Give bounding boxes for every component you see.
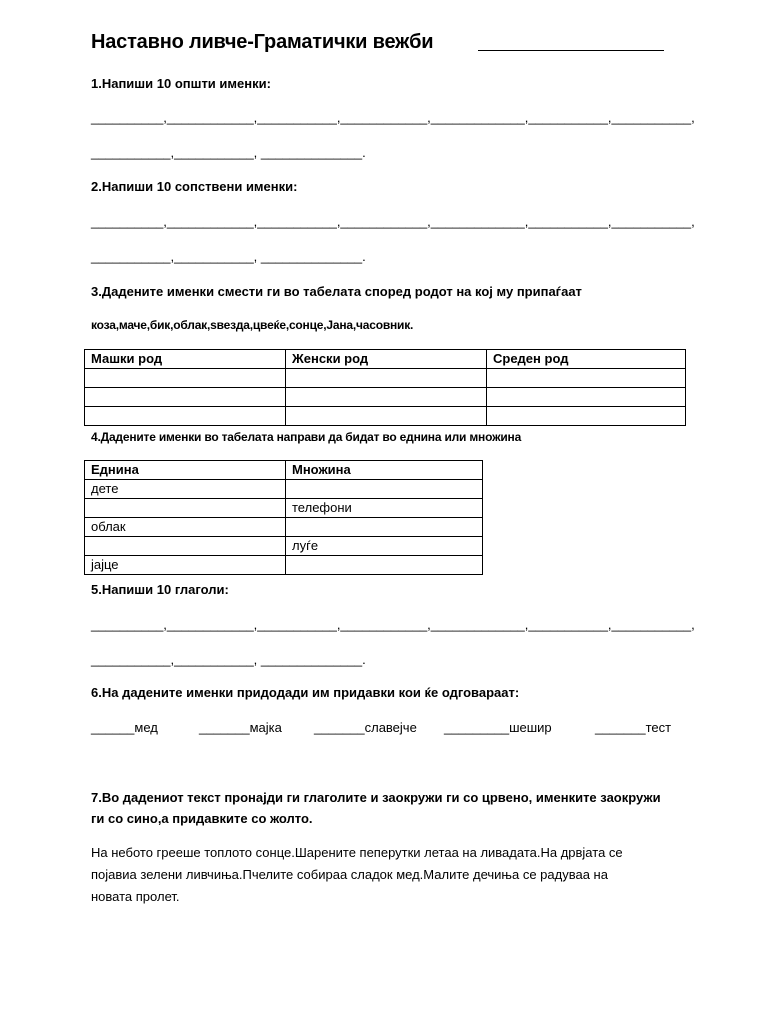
table-row	[85, 518, 483, 537]
answer-cell[interactable]	[286, 388, 487, 407]
answer-cell[interactable]	[85, 407, 286, 426]
q7-label-line2: ги со сино,а придавките со жолто.	[91, 811, 313, 826]
q5-blanks-row1[interactable]: __________,____________,___________,____________,_____________,___________,___________,	[91, 617, 695, 632]
table-row	[85, 556, 483, 575]
number-table	[84, 460, 483, 575]
q7-text-line1: На небото грееше топлото сонце.Шарените пеперутки летаа на ливадата.На дрвјата се	[91, 845, 623, 860]
adjective-blank[interactable]: ______мед	[91, 720, 158, 735]
table-row	[85, 350, 686, 369]
answer-cell[interactable]	[85, 369, 286, 388]
singular-cell: облак	[85, 518, 286, 537]
plural-cell: телефони	[286, 499, 483, 518]
table-row	[85, 499, 483, 518]
answer-cell[interactable]	[487, 388, 686, 407]
table-row	[85, 388, 686, 407]
plural-cell: луѓе	[286, 537, 483, 556]
answer-cell[interactable]	[487, 369, 686, 388]
q2-label: 2.Напиши 10 сопствени именки:	[91, 179, 298, 194]
table-row	[85, 369, 686, 388]
table-row	[85, 537, 483, 556]
q7-text-line3: новата пролет.	[91, 889, 180, 904]
q7-text-line2: појавиа зелени ливчиња.Пчелите собираа сладок мед.Малите дечиња се радуваа на	[91, 867, 608, 882]
adjective-blank[interactable]: _________шешир	[444, 720, 552, 735]
answer-cell[interactable]	[85, 388, 286, 407]
q5-label: 5.Напиши 10 глаголи:	[91, 582, 229, 597]
name-line[interactable]	[478, 50, 664, 51]
adjective-blank[interactable]: _______славејче	[314, 720, 417, 735]
q1-label: 1.Напиши 10 општи именки:	[91, 76, 271, 91]
gender-table	[84, 349, 686, 426]
header-singular: Еднина	[85, 461, 286, 480]
q4-label: 4.Дадените именки во табелата направи да бидат во еднина или множина	[91, 430, 522, 444]
header-masculine: Машки род	[85, 350, 286, 369]
singular-cell[interactable]	[85, 537, 286, 556]
answer-cell[interactable]	[286, 407, 487, 426]
header-feminine: Женски род	[286, 350, 487, 369]
page-title: Наставно ливче-Граматички вежби	[91, 31, 434, 53]
plural-cell[interactable]	[286, 480, 483, 499]
q7-label-line1: 7.Во дадениот текст пронајди ги глаголите и заокружи ги со црвено, именките заокружи	[91, 790, 661, 805]
plural-cell[interactable]	[286, 518, 483, 537]
answer-cell[interactable]	[286, 369, 487, 388]
q3-word-list: коза,маче,бик,облак,ѕвезда,цвеќе,сонце,Јана,часовник.	[91, 318, 414, 332]
q5-blanks-row2[interactable]: ___________,___________, ______________.	[91, 652, 366, 667]
q2-blanks-row1[interactable]: __________,____________,___________,____________,_____________,___________,___________,	[91, 214, 695, 229]
plural-cell[interactable]	[286, 556, 483, 575]
header-plural: Множина	[286, 461, 483, 480]
singular-cell[interactable]	[85, 499, 286, 518]
q6-label: 6.На дадените именки придодади им придавки кои ќе одговараат:	[91, 685, 520, 700]
singular-cell: јајце	[85, 556, 286, 575]
table-row	[85, 461, 483, 480]
answer-cell[interactable]	[487, 407, 686, 426]
adjective-blank[interactable]: _______мајка	[199, 720, 282, 735]
header-neuter: Среден род	[487, 350, 686, 369]
q3-label: 3.Дадените именки смести ги во табелата според родот на кој му припаѓаат	[91, 284, 582, 299]
q1-blanks-row2[interactable]: ___________,___________, ______________.	[91, 145, 366, 160]
adjective-blank[interactable]: _______тест	[595, 720, 672, 735]
singular-cell: дете	[85, 480, 286, 499]
q1-blanks-row1[interactable]: __________,____________,___________,____________,_____________,___________,___________,	[91, 110, 695, 125]
table-row	[85, 407, 686, 426]
q2-blanks-row2[interactable]: ___________,___________, ______________.	[91, 249, 366, 264]
table-row	[85, 480, 483, 499]
